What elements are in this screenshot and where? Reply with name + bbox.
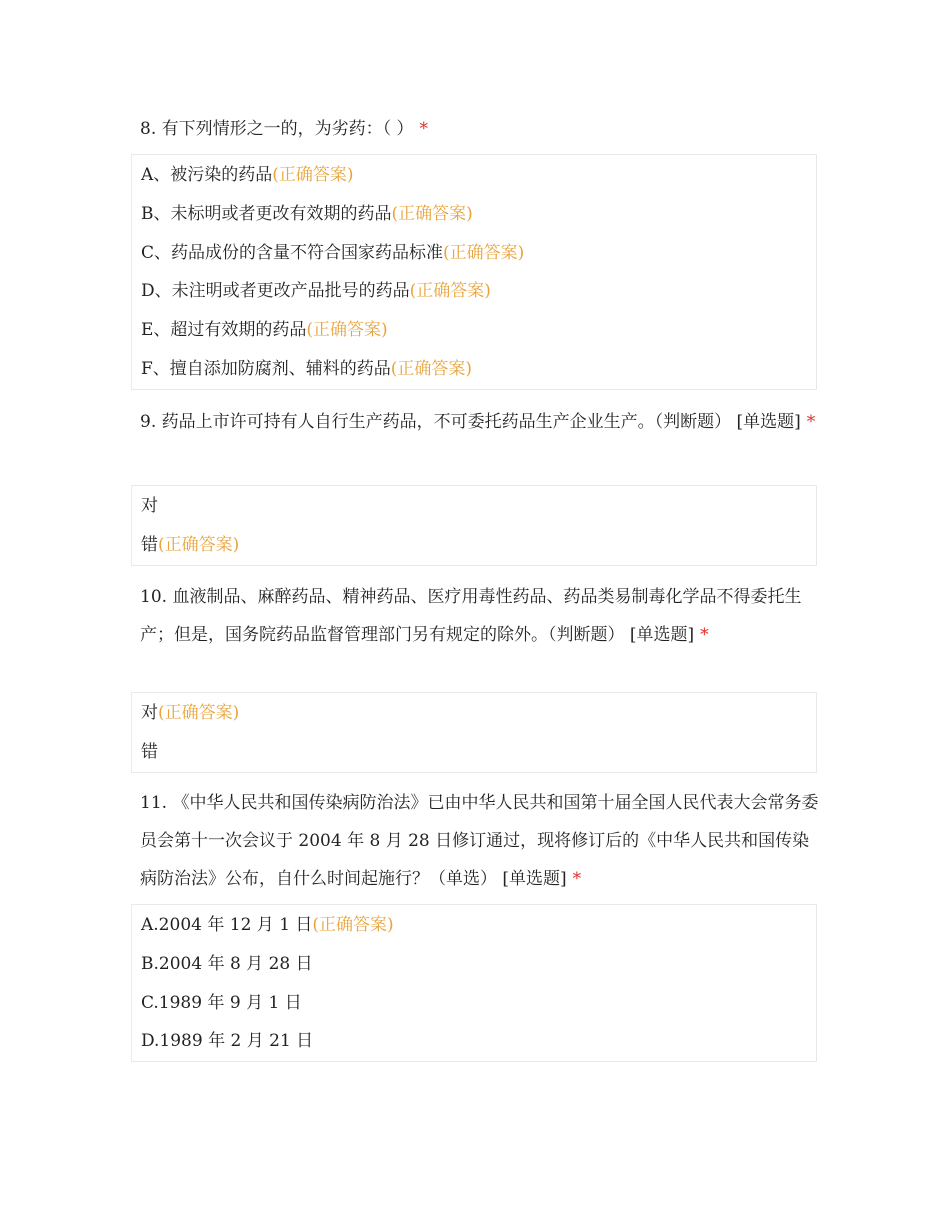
question-8: [140, 110, 820, 148]
question-text: 10. 血液制品、麻醉药品、精神药品、医疗用毒性药品、药品类易制毒化学品不得委托生产；但是，国务院药品监督管理部门另有规定的除外。（判断题） [单选题]: [140, 587, 802, 645]
option-label: 对: [141, 496, 158, 516]
correct-answer-mark: (正确答案): [306, 320, 388, 341]
correct-answer-mark: (正确答案): [390, 358, 473, 379]
option-label: D.1989 年 2 月 21 日: [141, 1031, 314, 1052]
option-label: 错: [141, 534, 158, 555]
option-item[interactable]: [141, 945, 816, 984]
option-item[interactable]: [141, 234, 816, 273]
option-item[interactable]: [141, 526, 816, 565]
option-label: C.1989 年 9 月 1 日: [141, 992, 302, 1013]
question-text: 11. 《中华人民共和国传染病防治法》已由中华人民共和国第十届全国人民代表大会常务委员会第十一次会议于 2004 年 8 月 28 日修订通过，现将修订后的《中华人民共和国传染病防治法》公布，自什么时间起施行？（单选） [单选题]: [140, 793, 819, 889]
option-item[interactable]: [141, 350, 816, 389]
option-item[interactable]: [141, 906, 816, 945]
option-label: C、药品成份的含量不符合国家药品标准: [141, 242, 444, 263]
options-list-8: [131, 154, 817, 390]
options-list-9: [131, 485, 817, 566]
question-9: [140, 403, 820, 441]
option-label: A、被污染的药品: [141, 165, 273, 185]
question-text: 9. 药品上市许可持有人自行生产药品，不可委托药品生产企业生产。（判断题） [单选题]: [140, 412, 801, 432]
required-star: *: [572, 869, 582, 889]
required-star: *: [419, 119, 429, 139]
correct-answer-mark: (正确答案): [443, 242, 525, 263]
option-label: B、未标明或者更改有效期的药品: [141, 203, 392, 224]
question-text: 8. 有下列情形之一的，为劣药：（ ）: [140, 119, 414, 139]
option-label: 对: [141, 703, 158, 723]
option-item[interactable]: [141, 195, 816, 234]
correct-answer-mark: (正确答案): [409, 281, 491, 302]
option-item[interactable]: [141, 694, 816, 733]
option-item[interactable]: [141, 1022, 816, 1061]
required-star: *: [806, 412, 816, 432]
required-star: *: [700, 625, 709, 645]
correct-answer-mark: (正确答案): [158, 703, 240, 723]
correct-answer-mark: (正确答案): [312, 915, 394, 935]
question-10: [140, 578, 820, 654]
correct-answer-mark: (正确答案): [391, 203, 473, 224]
option-item[interactable]: [141, 487, 816, 526]
option-item[interactable]: [141, 984, 816, 1023]
option-label: 错: [141, 741, 158, 762]
option-item[interactable]: [141, 733, 816, 772]
correct-answer-mark: (正确答案): [272, 165, 354, 185]
correct-answer-mark: (正确答案): [158, 534, 240, 555]
option-label: B.2004 年 8 月 28 日: [141, 953, 313, 974]
option-item[interactable]: [141, 156, 816, 195]
options-list-10: [131, 692, 817, 773]
option-label: A.2004 年 12 月 1 日: [141, 915, 313, 935]
option-item[interactable]: [141, 311, 816, 350]
options-list-11: [131, 904, 817, 1062]
option-label: F、擅自添加防腐剂、辅料的药品: [141, 358, 391, 379]
option-label: D、未注明或者更改产品批号的药品: [141, 281, 410, 302]
question-11: [140, 784, 820, 898]
option-item[interactable]: [141, 272, 816, 311]
option-label: E、超过有效期的药品: [141, 320, 307, 341]
